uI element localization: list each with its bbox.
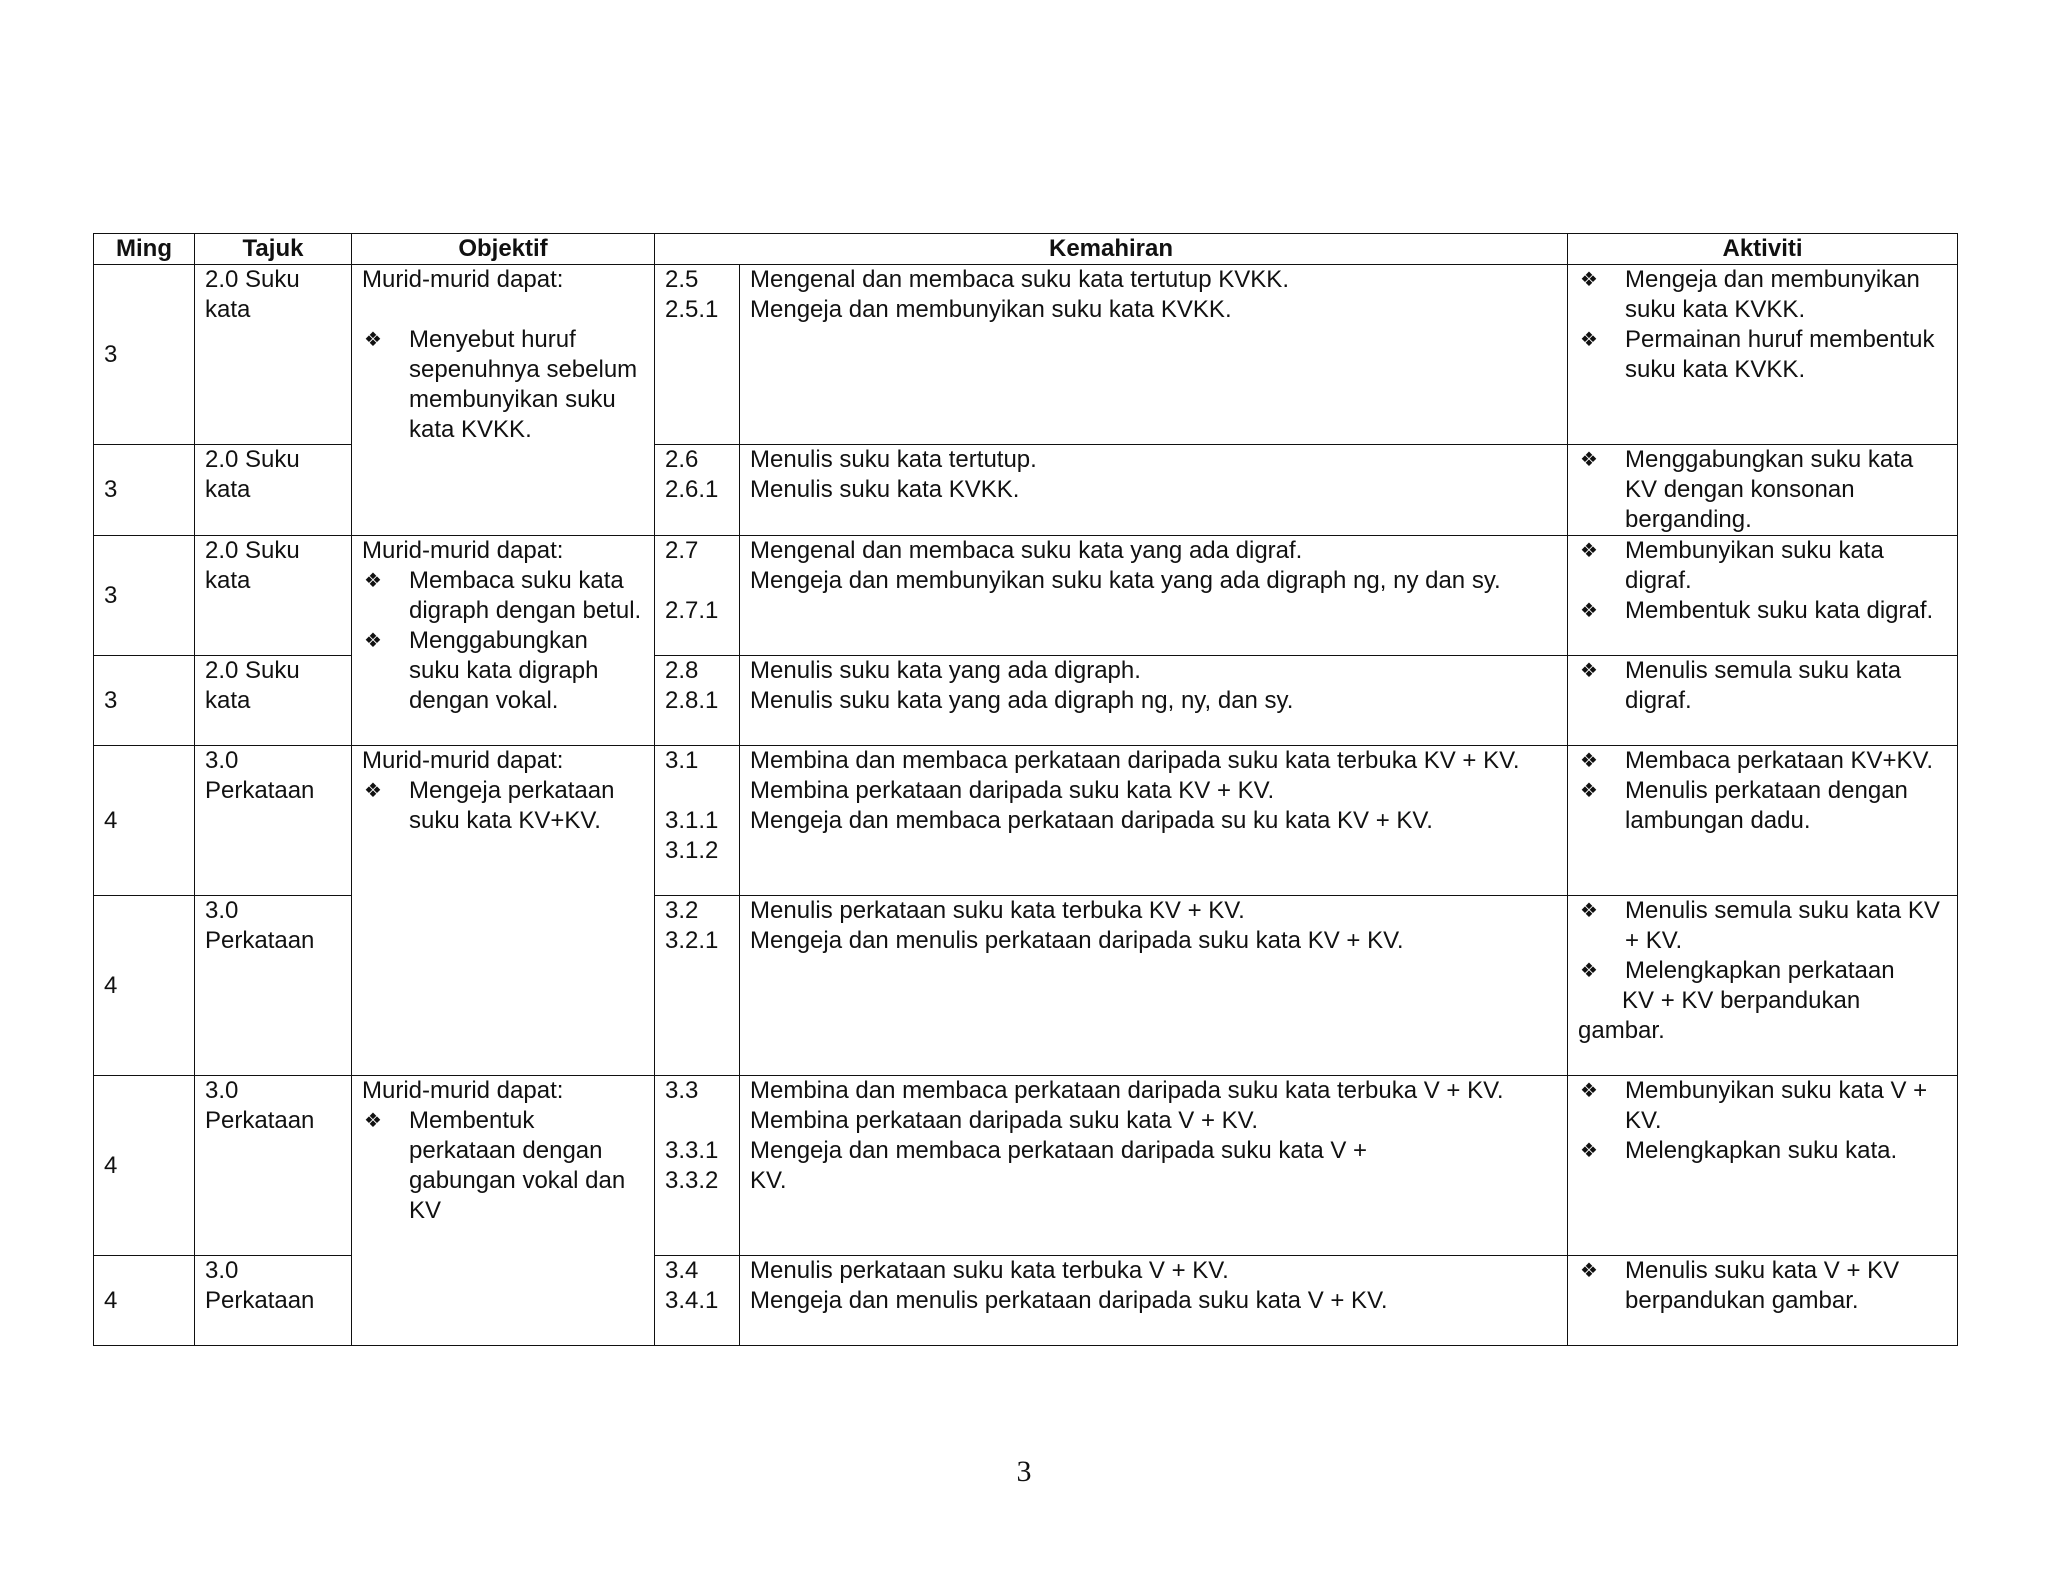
- desc-cell: Menulis perkataan suku kata terbuka V + KV. Mengeja dan menulis perkataan daripada suku kata V + KV.: [740, 1256, 1568, 1346]
- four-diamond-bullet-icon: ❖: [1580, 540, 1598, 562]
- list-item: ❖ Menggabungkan suku kata KV dengan konsonan berganding.: [1580, 446, 1914, 533]
- list-item: ❖ Menulis perkataan dengan lambungan dadu.: [1580, 777, 1908, 834]
- four-diamond-bullet-icon: ❖: [1580, 960, 1598, 982]
- list-item: ❖ Menulis semula suku kata KV + KV.: [1580, 897, 1940, 954]
- list-item: ❖ Membentuk perkataan dengan gabungan vokal dan KV: [364, 1107, 626, 1224]
- desc-cell: Mengenal dan membaca suku kata tertutup KVKK. Mengeja dan membunyikan suku kata KVKK.: [740, 265, 1568, 445]
- ming-cell: 4: [94, 1076, 195, 1256]
- code-cell: 2.5 2.5.1: [655, 265, 740, 445]
- aktiviti-cell: [1568, 656, 1958, 746]
- four-diamond-bullet-icon: ❖: [1580, 750, 1598, 772]
- header-tajuk: Tajuk: [195, 234, 352, 265]
- objective-list: [362, 325, 644, 445]
- code-cell: 3.1 3.1.1 3.1.2: [655, 746, 740, 896]
- tajuk-cell: 3.0 Perkataan: [195, 1256, 352, 1346]
- code-cell: 2.8 2.8.1: [655, 656, 740, 746]
- list-item: ❖ Menggabungkan suku kata digraph dengan vokal.: [364, 627, 599, 714]
- header-objektif: Objektif: [352, 234, 655, 265]
- list-item: ❖ Mengeja dan membunyikan suku kata KVKK.: [1580, 266, 1920, 323]
- objektif-cell: Murid-murid dapat: ❖ Menyebut huruf sepenuhnya sebelum membunyikan suku kata KVKK.: [352, 265, 655, 536]
- objective-list: [362, 776, 644, 836]
- table-row: [94, 265, 1958, 445]
- activity-list: [1578, 265, 1947, 385]
- ming-cell: 4: [94, 746, 195, 896]
- header-row: [94, 234, 1958, 265]
- objektif-cell: Murid-murid dapat: ❖ Mengeja perkataan suku kata KV+KV.: [352, 746, 655, 1076]
- list-item: ❖ Mengeja perkataan suku kata KV+KV.: [364, 777, 615, 834]
- table-row: [94, 1076, 1958, 1256]
- code-cell: 3.4 3.4.1: [655, 1256, 740, 1346]
- four-diamond-bullet-icon: ❖: [1580, 660, 1598, 682]
- activity-list: [1578, 445, 1947, 535]
- list-item: ❖ Menulis suku kata V + KV berpandukan gambar.: [1580, 1257, 1900, 1314]
- aktiviti-cell: [1568, 265, 1958, 445]
- four-diamond-bullet-icon: ❖: [1580, 449, 1598, 471]
- four-diamond-bullet-icon: ❖: [1580, 600, 1598, 622]
- four-diamond-bullet-icon: ❖: [364, 570, 382, 592]
- list-item: ❖ Menyebut huruf sepenuhnya sebelum membunyikan suku kata KVKK.: [364, 326, 638, 443]
- list-item: ❖ Melengkapkan suku kata.: [1580, 1137, 1898, 1164]
- list-item: ❖ Membentuk suku kata digraf.: [1580, 597, 1934, 624]
- activity-list: [1578, 1256, 1947, 1316]
- table-row: [94, 746, 1958, 896]
- objective-list: [362, 566, 644, 716]
- aktiviti-cell: [1568, 746, 1958, 896]
- aktiviti-cell: [1568, 536, 1958, 656]
- four-diamond-bullet-icon: ❖: [364, 780, 382, 802]
- code-cell: 3.2 3.2.1: [655, 896, 740, 1076]
- tajuk-cell: 2.0 Suku kata: [195, 265, 352, 445]
- tajuk-cell: 3.0 Perkataan: [195, 1076, 352, 1256]
- objective-list: [362, 1106, 644, 1226]
- four-diamond-bullet-icon: ❖: [1580, 329, 1598, 351]
- objektif-cell: Murid-murid dapat: ❖ Membaca suku kata digraph dengan betul. ❖ Menggabungkan suku kata digraph dengan vokal.: [352, 536, 655, 746]
- list-item: ❖ Melengkapkan perkataan: [1580, 957, 1895, 984]
- activity-list: [1578, 536, 1947, 626]
- desc-cell: Menulis perkataan suku kata terbuka KV + KV. Mengeja dan menulis perkataan daripada suku kata KV + KV.: [740, 896, 1568, 1076]
- page-number: 3: [1016, 1455, 1032, 1488]
- four-diamond-bullet-icon: ❖: [1580, 780, 1598, 802]
- four-diamond-bullet-icon: ❖: [364, 1110, 382, 1132]
- list-item: ❖ Permainan huruf membentuk suku kata KVKK.: [1580, 326, 1935, 383]
- activity-list: [1578, 656, 1947, 716]
- table-row: [94, 536, 1958, 656]
- desc-cell: Mengenal dan membaca suku kata yang ada digraf. Mengeja dan membunyikan suku kata yang ada digraph ng, ny dan sy.: [740, 536, 1568, 656]
- code-cell: 2.6 2.6.1: [655, 445, 740, 536]
- ming-cell: 3: [94, 656, 195, 746]
- code-cell: 3.3 3.3.1 3.3.2: [655, 1076, 740, 1256]
- aktiviti-cell: [1568, 1076, 1958, 1256]
- ming-cell: 3: [94, 445, 195, 536]
- ming-cell: 4: [94, 896, 195, 1076]
- activity-list: [1578, 746, 1947, 836]
- ming-cell: 3: [94, 536, 195, 656]
- desc-cell: Menulis suku kata tertutup. Menulis suku kata KVKK.: [740, 445, 1568, 536]
- four-diamond-bullet-icon: ❖: [1580, 269, 1598, 291]
- syllabus-table: [93, 233, 1958, 1346]
- tajuk-cell: 3.0 Perkataan: [195, 746, 352, 896]
- tajuk-cell: 2.0 Suku kata: [195, 656, 352, 746]
- four-diamond-bullet-icon: ❖: [1580, 1140, 1598, 1162]
- list-item: ❖ Membunyikan suku kata V + KV.: [1580, 1077, 1928, 1134]
- four-diamond-bullet-icon: ❖: [364, 630, 382, 652]
- ming-cell: 3: [94, 265, 195, 445]
- desc-cell: Membina dan membaca perkataan daripada suku kata terbuka V + KV. Membina perkataan daripada suku kata V + KV. Mengeja dan membaca perkataan daripada suku kata V + KV.: [740, 1076, 1568, 1256]
- aktiviti-cell: ❖ Menulis semula suku kata KV + KV. ❖ Melengkapkan perkataan KV + KV berpandukan gambar.: [1568, 896, 1958, 1076]
- header-kemahiran: Kemahiran: [655, 234, 1568, 265]
- header-aktiviti: Aktiviti: [1568, 234, 1958, 265]
- code-cell: 2.7 2.7.1: [655, 536, 740, 656]
- list-item: ❖ Membunyikan suku kata digraf.: [1580, 537, 1884, 594]
- four-diamond-bullet-icon: ❖: [1580, 1080, 1598, 1102]
- activity-list: [1578, 1076, 1947, 1166]
- list-item: ❖ Menulis semula suku kata digraf.: [1580, 657, 1902, 714]
- four-diamond-bullet-icon: ❖: [1580, 900, 1598, 922]
- aktiviti-cell: [1568, 1256, 1958, 1346]
- list-item: ❖ Membaca suku kata digraph dengan betul.: [364, 567, 642, 624]
- four-diamond-bullet-icon: ❖: [1580, 1260, 1598, 1282]
- aktiviti-cell: [1568, 445, 1958, 536]
- ming-cell: 4: [94, 1256, 195, 1346]
- objektif-cell: Murid-murid dapat: ❖ Membentuk perkataan dengan gabungan vokal dan KV: [352, 1076, 655, 1346]
- tajuk-cell: 2.0 Suku kata: [195, 445, 352, 536]
- desc-cell: Membina dan membaca perkataan daripada suku kata terbuka KV + KV. Membina perkataan daripada suku kata KV + KV. Mengeja dan membaca perkataan daripada su ku kata KV + KV.: [740, 746, 1568, 896]
- tajuk-cell: 3.0 Perkataan: [195, 896, 352, 1076]
- activity-list: [1578, 896, 1947, 986]
- tajuk-cell: 2.0 Suku kata: [195, 536, 352, 656]
- desc-cell: Menulis suku kata yang ada digraph. Menulis suku kata yang ada digraph ng, ny, dan sy.: [740, 656, 1568, 746]
- four-diamond-bullet-icon: ❖: [364, 329, 382, 351]
- list-item: ❖ Membaca perkataan KV+KV.: [1580, 747, 1933, 774]
- header-ming: Ming: [94, 234, 195, 265]
